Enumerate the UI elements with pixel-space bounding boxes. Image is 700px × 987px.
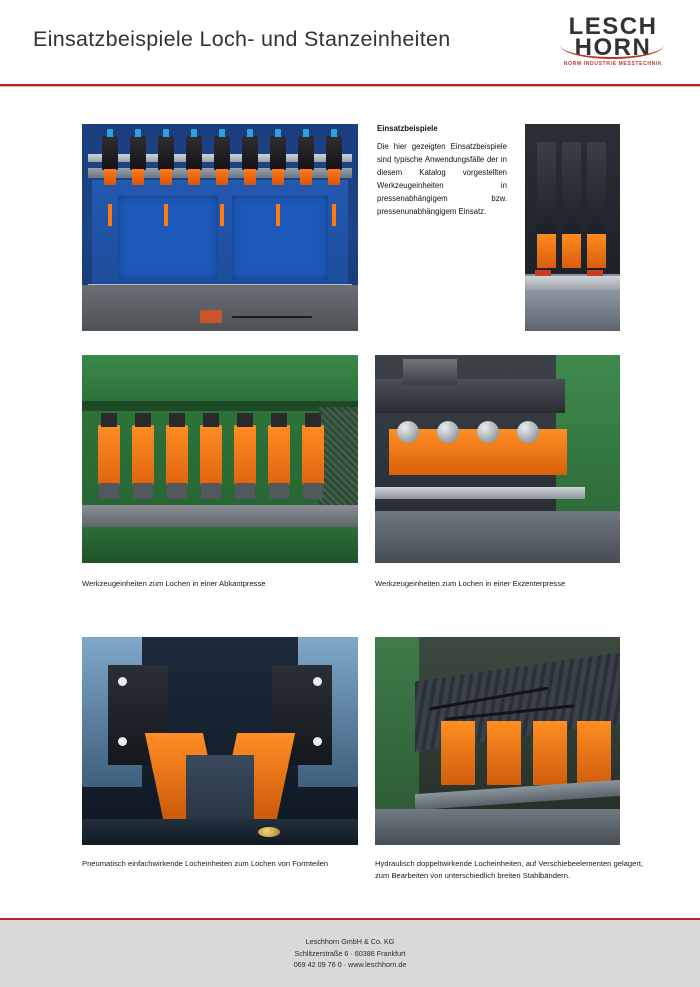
footer-contact (0, 936, 700, 971)
footer-company: Leschhorn GmbH & Co. KG (305, 937, 395, 946)
figure-caption-abkantpresse: Werkzeugeinheiten zum Lochen in einer Abkantpresse (82, 579, 266, 588)
figure-hydraulisch (375, 637, 620, 845)
header-divider-secondary (0, 86, 700, 87)
figure-caption-exzenterpresse: Werkzeugeinheiten zum Lochen in einer Exzenterpresse (375, 579, 566, 588)
logo-line-2 (554, 34, 672, 61)
logo-subtitle: NORM INDUSTRIE MESSTECHNIK (563, 61, 663, 67)
footer-divider (0, 918, 700, 920)
figure-abkantpresse-overview (82, 124, 358, 331)
figure-exzenterpresse (375, 355, 620, 563)
page-title: Einsatzbeispiele Loch- und Stanzeinheiten (33, 27, 451, 51)
intro-title: Einsatzbeispiele (377, 124, 438, 133)
figure-caption-hydraulisch: Hydraulisch doppeltwirkende Locheinheiten, auf Verschiebeelementen gelagert, zum Bearbeiten von unterschiedlich breiten Stahlbändern. (375, 859, 644, 880)
intro-body: Die hier gezeigten Einsatzbeispiele sind typische Anwendungsfälle der in diesem Katalog vorgestellten Werkzeugeinheiten in pressenabhängigem bzw. pressenunabhängigem Einsatz. (377, 142, 507, 216)
figure-abkantpresse (82, 355, 358, 563)
figure-pneumatisch (82, 637, 358, 845)
figure-caption-pneumatisch: Pneumatisch einfachwirkende Locheinheiten zum Lochen von Formteilen (82, 859, 329, 868)
company-logo (554, 14, 672, 72)
footer-address: Schlitzerstraße 6 · 60386 Frankfurt (294, 948, 406, 958)
logo-line-1: LESCH (568, 13, 658, 40)
figure-units-closeup (525, 124, 620, 331)
intro-block (377, 124, 507, 218)
footer-phone-web: 069 42 09 76 0 · www.leschhorn.de (293, 960, 407, 969)
page-header (0, 0, 700, 86)
logo-line-2-text: HORN (574, 34, 652, 61)
